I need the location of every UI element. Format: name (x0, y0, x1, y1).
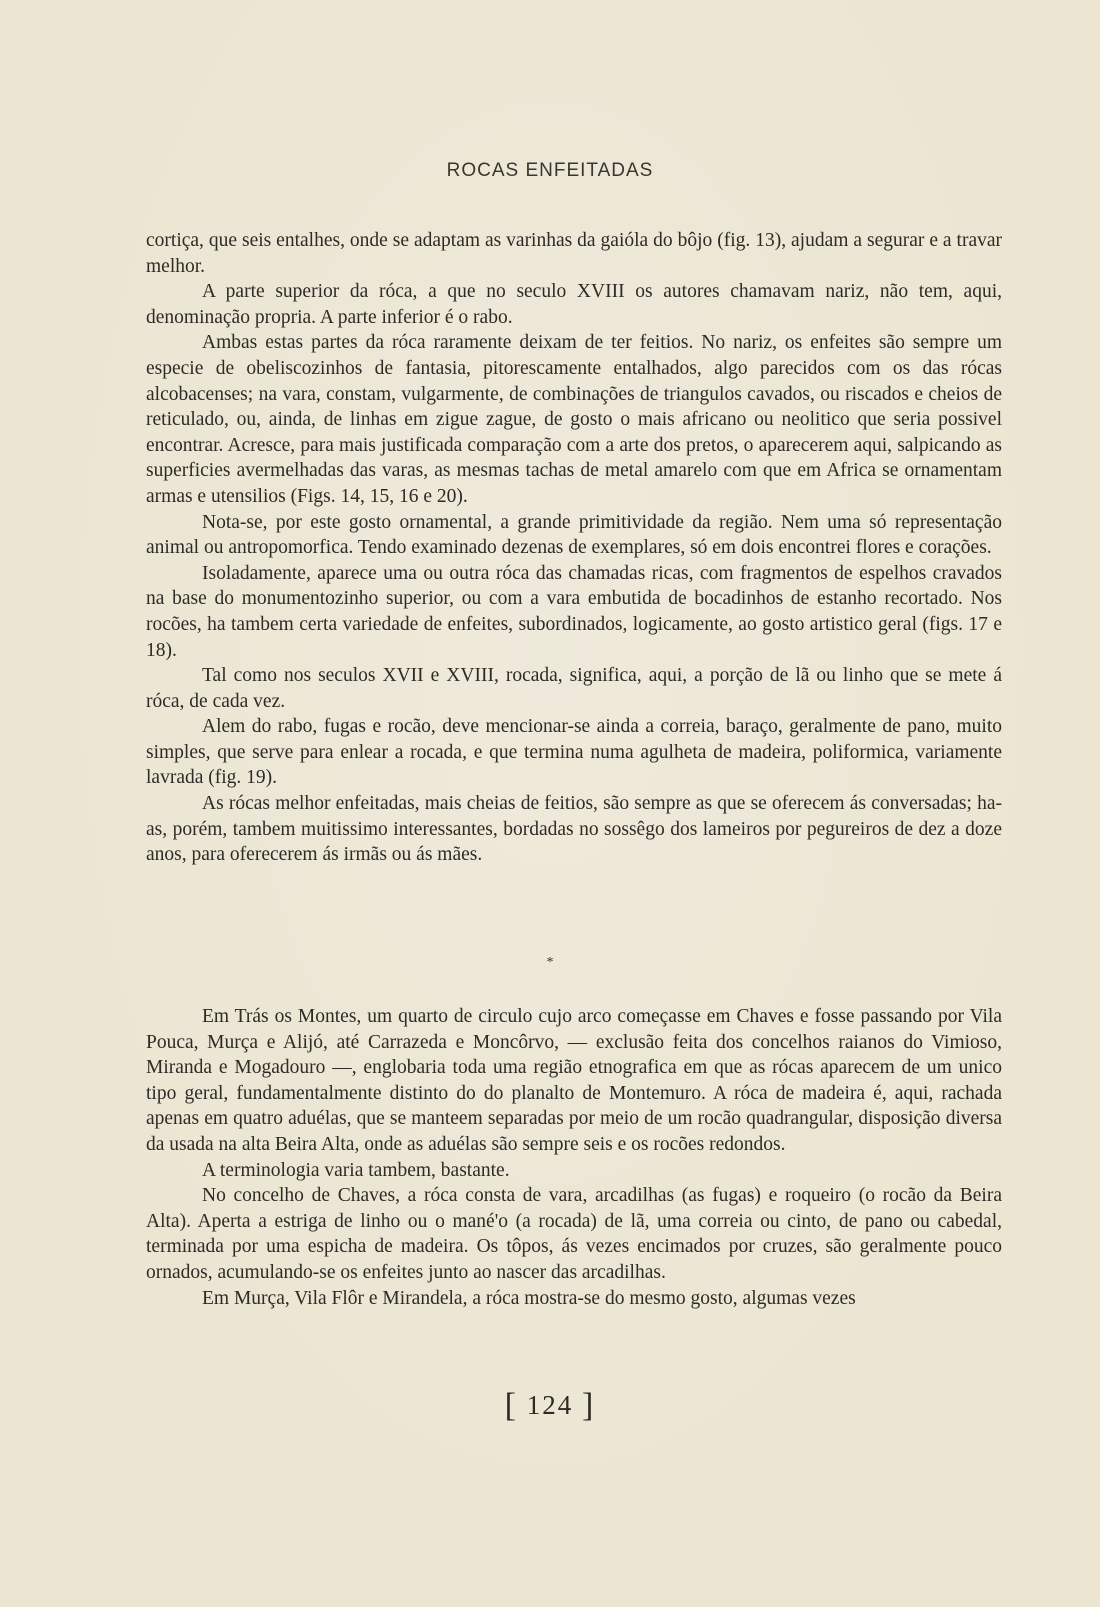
page-number-value: 124 (526, 1390, 574, 1420)
paragraph: Em Trás os Montes, um quarto de circulo cujo arco começasse em Chaves e fosse passando por Vila Pouca, Murça e Alijó, até Carrazeda e Moncôrvo, — exclusão feita dos concelhos raianos do Vimioso, Miranda e Mogadouro —, englobaria toda uma região etnografica em que as rócas aparecem de um unico tipo geral, fundamentalmente distinto do do planalto de Montemuro. A róca de madeira é, aqui, rachada apenas em quatro aduélas, que se manteem separadas por meio de um rocão quadrangular, disposição diversa da usada na alta Beira Alta, onde as aduélas são sempre seis e os rocões redondos. (146, 1006, 1002, 1155)
paragraph: Nota-se, por este gosto ornamental, a grande primitividade da região. Nem uma só representação animal ou antropomorfica. Tendo examinado dezenas de exemplares, só em dois encontrei flores e corações. (146, 511, 1002, 559)
paragraph: As rócas melhor enfeitadas, mais cheias de feitios, são sempre as que se oferecem ás conversadas; ha-as, porém, tambem muitissimo interessantes, bordadas no sossêgo dos lameiros por pegureiros de dez a doze anos, para oferecerem ás irmãs ou ás mães. (146, 793, 1002, 866)
paragraph: cortiça, que seis entalhes, onde se adaptam as varinhas da gaióla do bôjo (fig. 13), ajudam a segurar e a travar melhor. (146, 230, 1002, 277)
bracket-left: [ (504, 1387, 518, 1424)
section-one (146, 228, 1002, 868)
paragraph: Alem do rabo, fugas e rocão, deve mencionar-se ainda a correia, baraço, geralmente de pano, muito simples, que serve para enlear a rocada, e que termina numa agulheta de madeira, poliformica, variamente lavrada (fig. 19). (146, 716, 1002, 789)
paragraph: Ambas estas partes da róca raramente deixam de ter feitios. No nariz, os enfeites são sempre um especie de obeliscozinhos de fantasia, pitorescamente entalhados, algo parecidos com os das rócas alcobacenses; na vara, constam, vulgarmente, de combinações de triangulos cavados, ou riscados e cheios de reticulado, ou, ainda, de linhas em zigue zague, de gosto o mais africano ou neolitico que seria possivel encontrar. Acresce, para mais justificada comparação com a arte dos pretos, o aparecerem aqui, salpicando as superficies avermelhadas das varas, as mesmas tachas de metal amarelo com que em Africa se ornamentam armas e utensilios (Figs. 14, 15, 16 e 20). (146, 332, 1002, 507)
paragraph: Em Murça, Vila Flôr e Mirandela, a róca mostra-se do mesmo gosto, algumas vezes (202, 1287, 856, 1309)
paragraph: Isoladamente, aparece uma ou outra róca das chamadas ricas, com fragmentos de espelhos cravados na base do monumentozinho superior, ou com a vara embutida de bocadinhos de estanho recortado. Nos rocões, ha tambem certa variedade de enfeites, subordinados, logicamente, ao gosto artistico geral (figs. 17 e 18). (146, 562, 1002, 661)
section-two (146, 1004, 1002, 1311)
bracket-right: ] (582, 1387, 596, 1424)
page-number (0, 1385, 1100, 1423)
section-break-asterisk: * (546, 955, 554, 970)
running-title: ROCAS ENFEITADAS (446, 160, 654, 181)
paragraph: Tal como nos seculos XVII e XVIII, rocada, significa, aqui, a porção de lã ou linho que se mete á róca, de cada vez. (146, 665, 1002, 712)
paragraph: No concelho de Chaves, a róca consta de vara, arcadilhas (as fugas) e roqueiro (o rocão da Beira Alta). Aperta a estriga de linho ou o mané'o (a rocada) de lã, uma correia ou cinto, de pano ou cabedal, terminada por uma espicha de madeira. Os tôpos, ás vezes encimados por cruzes, são geralmente pouco ornados, acumulando-se os enfeites junto ao nascer das arcadilhas. (146, 1185, 1002, 1283)
paragraph: A terminologia varia tambem, bastante. (202, 1159, 510, 1181)
paragraph: A parte superior da róca, a que no seculo XVIII os autores chamavam nariz, não tem, aqui, denominação propria. A parte inferior é o rabo. (146, 281, 1002, 328)
